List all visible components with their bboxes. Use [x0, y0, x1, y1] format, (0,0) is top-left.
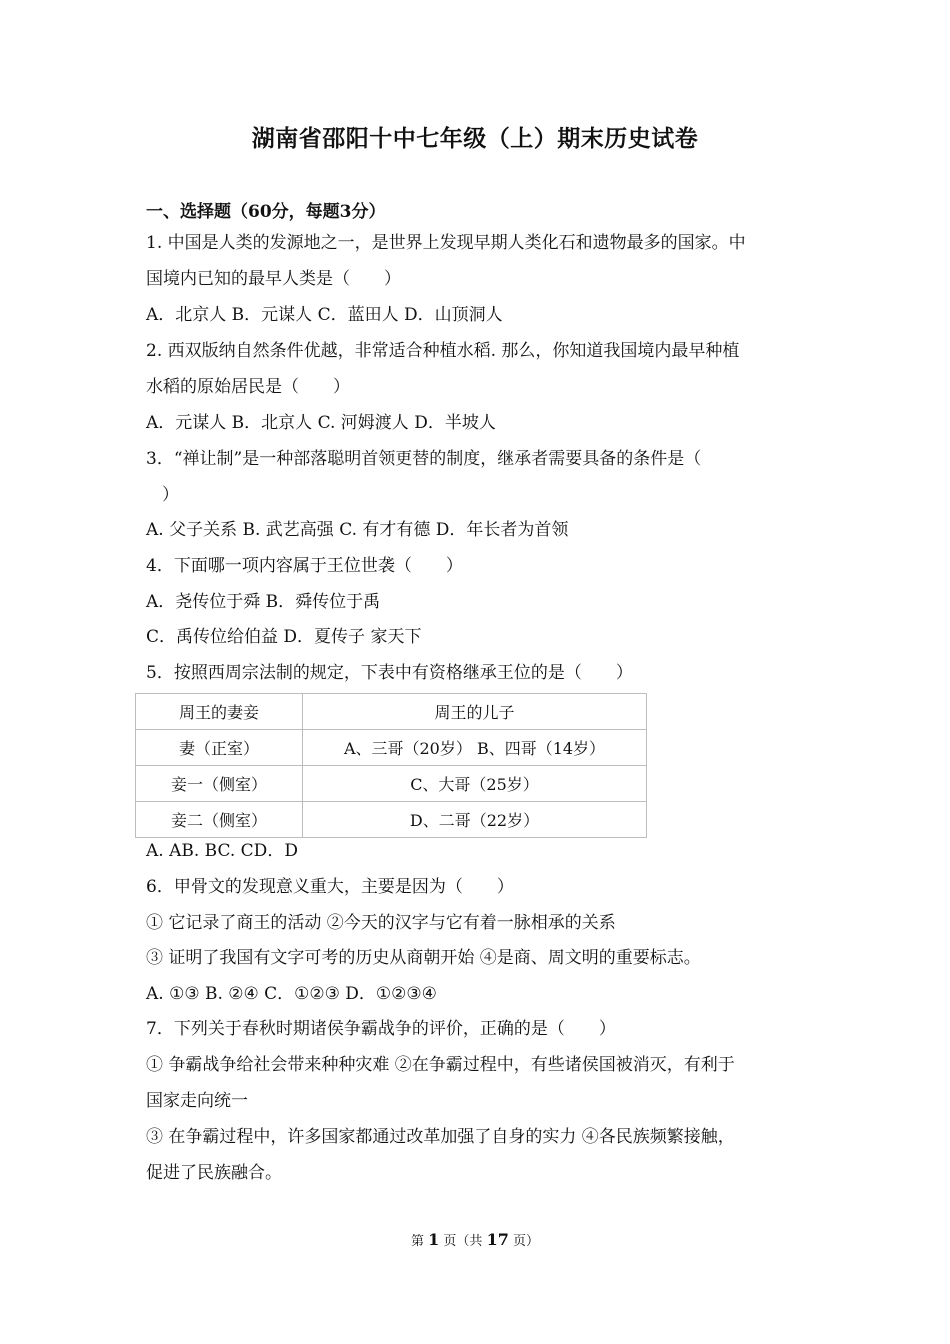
q1-stem-line1: 1. 中国是人类的发源地之一，是世界上发现早期人类化石和遗物最多的国家。中: [146, 233, 746, 253]
q3-stem-line1: 3．“禅让制”是一种部落聪明首领更替的制度，继承者需要具备的条件是（: [146, 449, 702, 469]
q3-options: A. 父子关系 B. 武艺高强 C. 有才有德 D．年长者为首领: [146, 520, 569, 540]
q1-options: A．北京人 B．元谋人 C．蓝田人 D．山顶洞人: [146, 305, 503, 325]
q7-item-line1: ① 争霸战争给社会带来种种灾难 ②在争霸过程中，有些诸侯国被消灭，有利于: [146, 1055, 735, 1075]
table-cell: 妻（正室）: [136, 730, 303, 766]
table-cell: 妾二（侧室）: [136, 802, 303, 838]
q3-stem-line2: ）: [162, 485, 179, 505]
footer-prefix: 第: [410, 1234, 424, 1249]
q2-stem-line1: 2. 西双版纳自然条件优越，非常适合种植水稻. 那么，你知道我国境内最早种植: [146, 341, 740, 361]
q1-stem-line2: 国境内已知的最早人类是（ ）: [146, 269, 401, 289]
q4-options-line1: A．尧传位于舜 B．舜传位于禹: [146, 592, 381, 612]
page-title: 湖南省邵阳十中七年级（上）期末历史试卷: [251, 125, 699, 152]
table-row: [136, 766, 647, 802]
q7-item-line4: 促进了民族融合。: [146, 1163, 282, 1183]
table-cell: A、三哥（20岁） B、四哥（14岁）: [303, 730, 647, 766]
section-heading: 一、选择题（60分，每题3分）: [146, 202, 386, 222]
q5-options: A. AB. BC. CD．D: [146, 841, 298, 861]
table-cell: D、二哥（22岁）: [303, 802, 647, 838]
page-footer: [0, 1230, 950, 1249]
q7-item-line3: ③ 在争霸过程中，许多国家都通过改革加强了自身的实力 ④各民族频繁接触，: [146, 1127, 735, 1147]
footer-mid: 页（共: [443, 1234, 483, 1249]
q6-options: A. ①③ B. ②④ C．①②③ D．①②③④: [146, 984, 437, 1004]
q6-item-line2: ③ 证明了我国有文字可考的历史从商朝开始 ④是商、周文明的重要标志。: [146, 948, 701, 968]
q4-stem: 4．下面哪一项内容属于王位世袭（ ）: [146, 556, 463, 576]
succession-table: [135, 693, 647, 838]
table-header-cell: 周王的儿子: [303, 694, 647, 730]
footer-suffix: 页）: [512, 1234, 539, 1249]
table-row: [136, 730, 647, 766]
table-row: [136, 802, 647, 838]
q7-stem: 7．下列关于春秋时期诸侯争霸战争的评价，正确的是（ ）: [146, 1019, 616, 1039]
table-cell: 妾一（侧室）: [136, 766, 303, 802]
footer-page-number: 1: [428, 1230, 440, 1249]
table-header-cell: 周王的妻妾: [136, 694, 303, 730]
q5-stem: 5．按照西周宗法制的规定，下表中有资格继承王位的是（ ）: [146, 663, 633, 683]
q2-stem-line2: 水稻的原始居民是（ ）: [146, 377, 350, 397]
footer-total-pages: 17: [486, 1230, 509, 1249]
table-header-row: [136, 694, 647, 730]
q6-item-line1: ① 它记录了商王的活动 ②今天的汉字与它有着一脉相承的关系: [146, 913, 616, 933]
q4-options-line2: C．禹传位给伯益 D．夏传子 家天下: [146, 627, 422, 647]
q2-options: A．元谋人 B．北京人 C. 河姆渡人 D．半坡人: [146, 413, 496, 433]
table-cell: C、大哥（25岁）: [303, 766, 647, 802]
q6-stem: 6．甲骨文的发现意义重大，主要是因为（ ）: [146, 877, 514, 897]
q7-item-line2: 国家走向统一: [146, 1091, 248, 1111]
